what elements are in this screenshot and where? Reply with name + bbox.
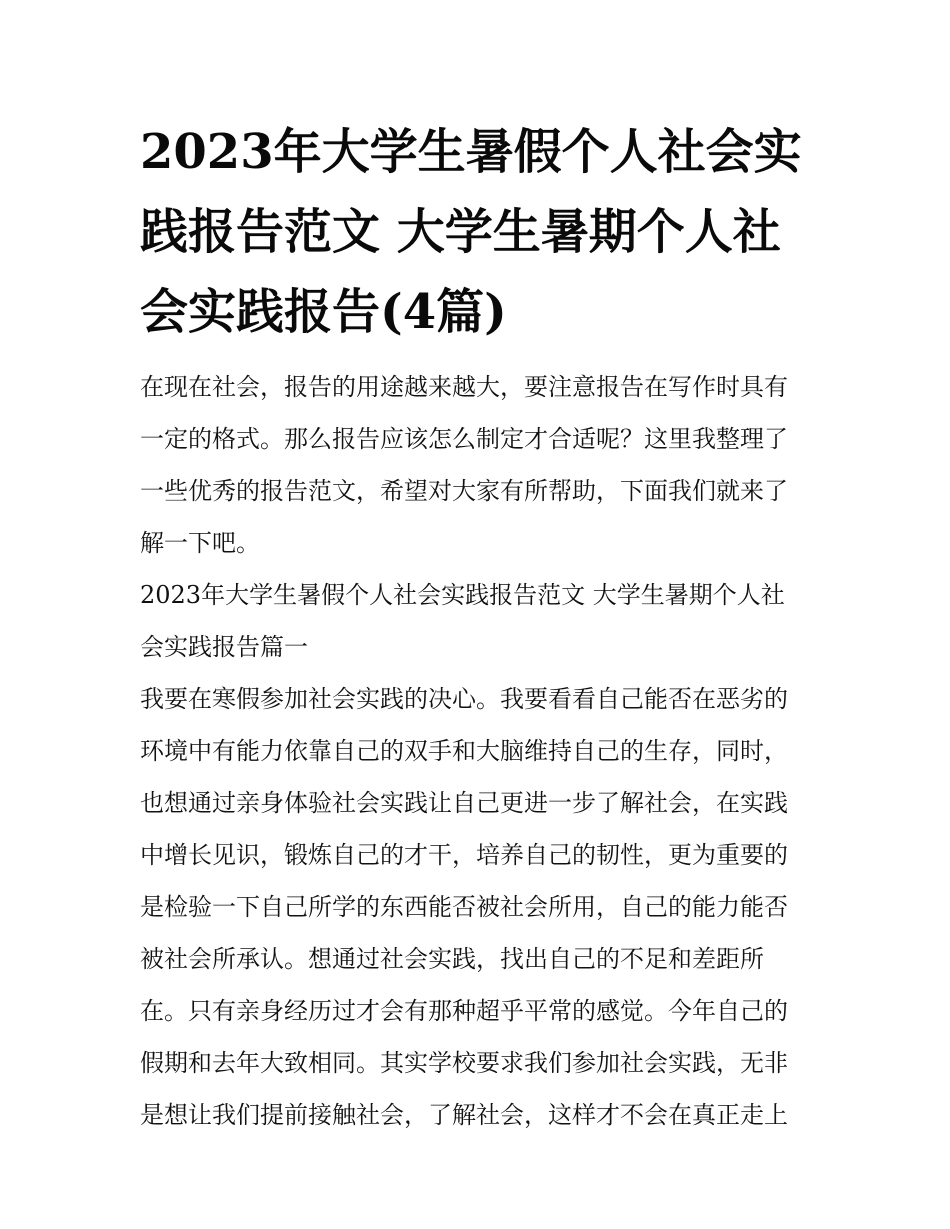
document-title	[140, 112, 812, 352]
text-line: 会实践报告篇一	[140, 633, 308, 661]
section-heading	[140, 569, 812, 673]
text-line: 中增长见识，锻炼自己的才干，培养自己的韧性，更为重要的	[140, 841, 788, 869]
title-line: 2023年大学生暑假个人社会实	[140, 124, 802, 180]
text-line: 是检验一下自己所学的东西能否被社会所用，自己的能力能否	[140, 893, 788, 921]
text-line: 假期和去年大致相同。其实学校要求我们参加社会实践，无非	[140, 1049, 788, 1077]
text-line: 我要在寒假参加社会实践的决心。我要看看自己能否在恶劣的	[140, 685, 788, 713]
intro-paragraph	[140, 361, 812, 569]
text-line: 2023年大学生暑假个人社会实践报告范文 大学生暑期个人社	[140, 581, 785, 609]
text-line: 被社会所承认。想通过社会实践，找出自己的不足和差距所	[140, 945, 764, 973]
text-line: 在现在社会，报告的用途越来越大，要注意报告在写作时具有	[140, 373, 788, 401]
title-line: 会实践报告(4篇)	[140, 284, 507, 340]
text-line: 一定的格式。那么报告应该怎么制定才合适呢？这里我整理了	[140, 425, 788, 453]
text-line: 环境中有能力依靠自己的双手和大脑维持自己的生存，同时，	[140, 737, 788, 765]
body-paragraph	[140, 673, 812, 1141]
document-page	[140, 112, 812, 1141]
text-line: 在。只有亲身经历过才会有那种超乎平常的感觉。今年自己的	[140, 997, 788, 1025]
text-line: 也想通过亲身体验社会实践让自己更进一步了解社会，在实践	[140, 789, 788, 817]
text-line: 一些优秀的报告范文，希望对大家有所帮助，下面我们就来了	[140, 477, 788, 505]
text-line: 是想让我们提前接触社会，了解社会，这样才不会在真正走上	[140, 1101, 788, 1129]
text-line: 解一下吧。	[140, 529, 260, 557]
title-line: 践报告范文 大学生暑期个人社	[140, 204, 781, 260]
